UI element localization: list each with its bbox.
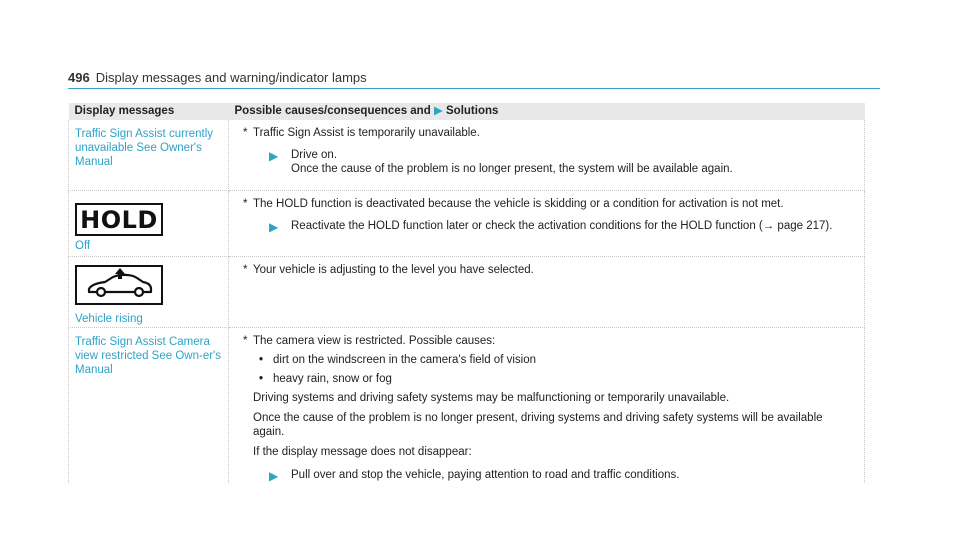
message-cell <box>69 190 229 256</box>
table-row <box>69 328 865 483</box>
action-text: Pull over and stop the vehicle, paying attention to road and traffic conditions. <box>291 468 680 481</box>
column-header-solutions-prefix: Possible causes/consequences and <box>234 104 431 117</box>
table-row <box>69 190 865 256</box>
cause-text: Your vehicle is adjusting to the level you have selected. <box>253 263 534 276</box>
play-arrow-icon: ▶ <box>269 468 279 483</box>
list-item <box>259 373 856 387</box>
page-title: Display messages and warning/indicator lamps <box>95 70 367 85</box>
asterisk-icon: * <box>243 197 248 210</box>
asterisk-icon: * <box>243 263 248 276</box>
solution-cell <box>229 328 865 483</box>
bullet-icon: • <box>259 353 264 366</box>
list-item <box>259 354 856 368</box>
display-message-text: Off <box>75 239 91 252</box>
asterisk-icon: * <box>243 127 248 139</box>
page-header <box>68 70 367 85</box>
asterisk-icon: * <box>243 335 248 348</box>
table-row <box>69 120 865 190</box>
paragraph: If the display message does not disappear: <box>253 445 472 458</box>
play-arrow-icon: ▶ <box>269 148 279 163</box>
action-text: Drive on. <box>291 148 338 161</box>
solution-cell <box>229 120 865 190</box>
play-arrow-icon: ▶ <box>433 104 443 117</box>
paragraph: Driving systems and driving safety systems may be malfunctioning or temporarily unavailable. <box>253 392 730 405</box>
table-row <box>69 256 865 328</box>
page-number: 496 <box>68 70 90 85</box>
display-messages-table <box>68 103 865 483</box>
cause-text: The HOLD function is deactivated because the vehicle is skidding or a condition for activation is not met. <box>253 197 784 210</box>
list-item-text: dirt on the windscreen in the camera's field of vision <box>273 353 536 366</box>
message-cell <box>69 328 229 483</box>
hold-icon: HOLD <box>75 203 163 236</box>
paragraph: Once the cause of the problem is no longer present, driving systems and driving safety systems will be available again. <box>253 412 823 439</box>
solution-cell <box>229 190 865 256</box>
message-cell <box>69 256 229 328</box>
vehicle-rising-icon <box>75 265 163 305</box>
play-arrow-icon: ▶ <box>269 220 279 235</box>
list-item-text: heavy rain, snow or fog <box>273 372 392 385</box>
column-header-messages: Display messages <box>69 103 229 120</box>
table-header-row <box>69 103 865 120</box>
display-message-text: Vehicle rising <box>75 313 143 326</box>
action-note-text: Once the cause of the problem is no longer present, the system will be available again. <box>291 162 733 175</box>
solution-cell <box>229 256 865 328</box>
header-rule <box>68 88 880 89</box>
column-header-solutions <box>229 103 865 120</box>
column-header-solutions-suffix: Solutions <box>446 104 499 117</box>
cause-text: Traffic Sign Assist is temporarily unavailable. <box>253 127 480 139</box>
bullet-icon: • <box>259 372 264 385</box>
action-text: Reactivate the HOLD function later or check the activation conditions for the HOLD function (→ page 217). <box>291 220 833 233</box>
display-message-text: Traffic Sign Assist currently unavailable See Owner's Manual <box>75 128 214 168</box>
cause-text: The camera view is restricted. Possible causes: <box>253 335 496 348</box>
message-cell <box>69 120 229 190</box>
display-message-text: Traffic Sign Assist Camera view restricted See Own-er's Manual <box>75 336 221 376</box>
